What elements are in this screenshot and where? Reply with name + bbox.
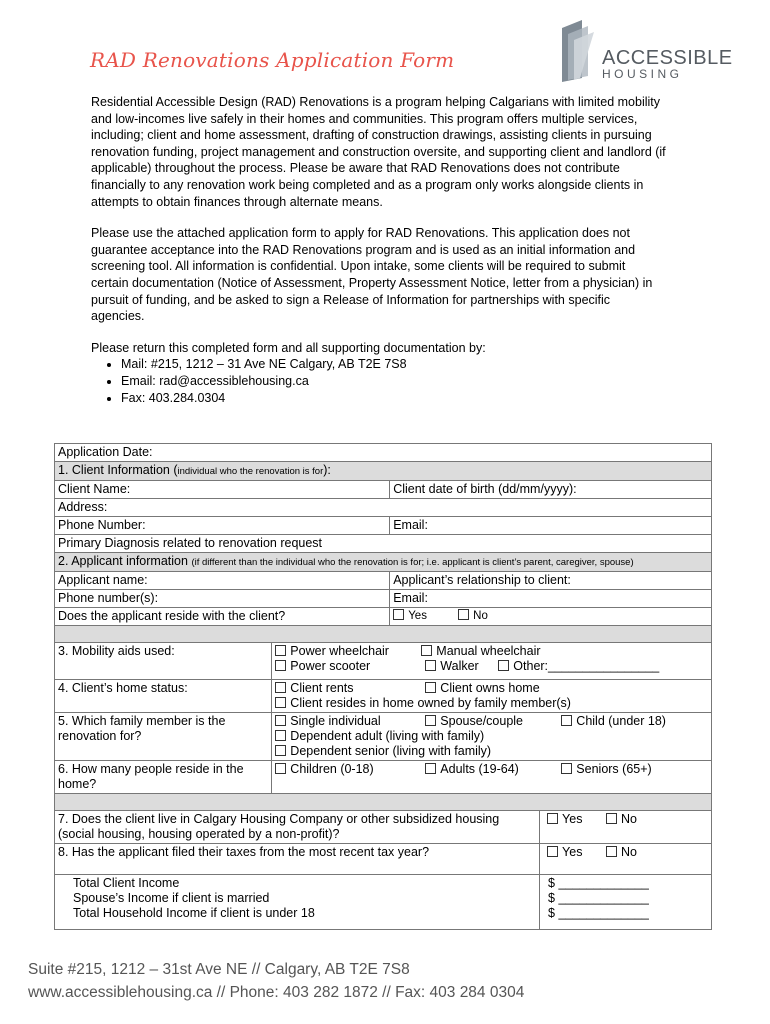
return-method-fax: • Fax: 403.284.0304 bbox=[121, 390, 666, 407]
q7-yes-label: Yes bbox=[562, 812, 583, 826]
seniors-label: Seniors (65+) bbox=[576, 762, 652, 776]
phone-number-field[interactable]: Phone Number: bbox=[55, 517, 390, 535]
intro-paragraph-3: Please return this completed form and all supporting documentation by: bbox=[91, 340, 486, 355]
power-wheelchair-label: Power wheelchair bbox=[290, 644, 389, 658]
q7-no-checkbox[interactable] bbox=[606, 813, 617, 824]
intro-paragraph-1: Residential Accessible Design (RAD) Renovations is a program helping Calgarians with limited mobility and low-incomes live safely in their homes and communities. This program offers multiple services, including; client and home assessment, drafting of construction drawings, assisting clients in pursuing renovation funding, project management and construction oversite, and supporting client and landlord (if applicable) throughout the process. Please be aware that RAD Renovations does not contribute financially to any renovation work being completed and as a program only works alongside clients in attempts to obtain finances through alternate means. bbox=[91, 95, 666, 209]
family-owned-checkbox[interactable] bbox=[275, 697, 286, 708]
applicant-name-field[interactable]: Applicant name: bbox=[55, 572, 390, 590]
single-individual-checkbox[interactable] bbox=[275, 715, 286, 726]
walker-checkbox[interactable] bbox=[425, 660, 436, 671]
family-owned-label: Client resides in home owned by family member(s) bbox=[290, 696, 571, 710]
section-2-note: (if different than the individual who the renovation is for; i.e. applicant is client’s parent, caregiver, spouse) bbox=[191, 557, 634, 568]
child-checkbox[interactable] bbox=[561, 715, 572, 726]
q8-options bbox=[540, 844, 712, 875]
primary-diagnosis-field[interactable]: Primary Diagnosis related to renovation request bbox=[55, 535, 712, 553]
total-client-income-label: Total Client Income bbox=[73, 876, 180, 890]
client-rents-label: Client rents bbox=[290, 681, 354, 695]
applicant-phone-field[interactable]: Phone number(s): bbox=[55, 590, 390, 608]
client-owns-checkbox[interactable] bbox=[425, 682, 436, 693]
single-individual-label: Single individual bbox=[290, 714, 381, 728]
household-income-input[interactable]: $ _____________ bbox=[548, 906, 649, 920]
dependent-adult-label: Dependent adult (living with family) bbox=[290, 729, 485, 743]
reside-no-checkbox[interactable] bbox=[458, 609, 469, 620]
section-1-close: ): bbox=[323, 463, 331, 477]
dependent-senior-checkbox[interactable] bbox=[275, 745, 286, 756]
children-label: Children (0-18) bbox=[290, 762, 374, 776]
q7-options bbox=[540, 811, 712, 844]
q5-label: 5. Which family member is the renovation for? bbox=[55, 713, 272, 761]
application-form-table bbox=[54, 443, 712, 930]
section-1-note: individual who the renovation is for bbox=[177, 466, 324, 477]
q4-label: 4. Client’s home status: bbox=[55, 680, 272, 713]
client-owns-label: Client owns home bbox=[440, 681, 540, 695]
q3-options bbox=[272, 643, 712, 680]
reside-yes-label: Yes bbox=[408, 610, 427, 622]
applicant-email-field[interactable]: Email: bbox=[390, 590, 712, 608]
other-mobility-label[interactable]: Other:________________ bbox=[513, 659, 660, 673]
dependent-adult-checkbox[interactable] bbox=[275, 730, 286, 741]
power-scooter-checkbox[interactable] bbox=[275, 660, 286, 671]
footer-address: Suite #215, 1212 – 31st Ave NE // Calgary, AB T2E 7S8 bbox=[28, 961, 410, 978]
section-1-header bbox=[55, 462, 712, 481]
footer-contact: www.accessiblehousing.ca // Phone: 403 282 1872 // Fax: 403 284 0304 bbox=[28, 984, 525, 1001]
q5-options bbox=[272, 713, 712, 761]
logo-text-housing: HOUSING bbox=[602, 67, 683, 81]
spouse-couple-label: Spouse/couple bbox=[440, 714, 523, 728]
manual-wheelchair-label: Manual wheelchair bbox=[436, 644, 541, 658]
client-name-field[interactable]: Client Name: bbox=[55, 481, 390, 499]
q8-yes-label: Yes bbox=[562, 845, 583, 859]
q6-options bbox=[272, 761, 712, 794]
page-title: RAD Renovations Application Form bbox=[90, 48, 455, 72]
children-checkbox[interactable] bbox=[275, 763, 286, 774]
household-income-label: Total Household Income if client is under 18 bbox=[73, 906, 315, 920]
q8-label: 8. Has the applicant filed their taxes from the most recent tax year? bbox=[55, 844, 540, 875]
section-divider bbox=[55, 626, 712, 643]
intro-paragraph-2: Please use the attached application form to apply for RAD Renovations. This application does not guarantee acceptance into the RAD Renovations program and is used as an initial information and screening tool. All information is confidential. Upon intake, some clients will be required to submit certain documentation (Notice of Assessment, Property Assessment Notice, letter from a physician) in pursuit of funding, and be asked to sign a Release of Information for partnerships with specific agencies. bbox=[91, 226, 653, 324]
return-method-mail: • Mail: #215, 1212 – 31 Ave NE Calgary, AB T2E 7S8 bbox=[121, 356, 666, 373]
section-divider-2 bbox=[55, 794, 712, 811]
applicant-relationship-field[interactable]: Applicant’s relationship to client: bbox=[390, 572, 712, 590]
section-2-header bbox=[55, 553, 712, 572]
q8-yes-checkbox[interactable] bbox=[547, 846, 558, 857]
application-date-field[interactable]: Application Date: bbox=[55, 444, 712, 462]
power-wheelchair-checkbox[interactable] bbox=[275, 645, 286, 656]
reside-no-label: No bbox=[473, 610, 488, 622]
return-method-email: • Email: rad@accessiblehousing.ca bbox=[121, 373, 666, 390]
q8-no-label: No bbox=[620, 845, 637, 859]
q3-label: 3. Mobility aids used: bbox=[55, 643, 272, 680]
q4-options bbox=[272, 680, 712, 713]
email-field[interactable]: Email: bbox=[390, 517, 712, 535]
power-scooter-label: Power scooter bbox=[290, 659, 371, 673]
q8-no-checkbox[interactable] bbox=[606, 846, 617, 857]
income-labels bbox=[55, 875, 540, 930]
spouse-income-input[interactable]: $ _____________ bbox=[548, 891, 649, 905]
adults-checkbox[interactable] bbox=[425, 763, 436, 774]
q7-yes-checkbox[interactable] bbox=[547, 813, 558, 824]
reside-question: Does the applicant reside with the client? bbox=[55, 608, 390, 626]
spouse-income-label: Spouse’s Income if client is married bbox=[73, 891, 270, 905]
section-1-title: 1. Client Information ( bbox=[58, 463, 178, 477]
intro-section bbox=[91, 94, 666, 406]
reside-yes-checkbox[interactable] bbox=[393, 609, 404, 620]
client-income-input[interactable]: $ _____________ bbox=[548, 876, 649, 890]
manual-wheelchair-checkbox[interactable] bbox=[421, 645, 432, 656]
dependent-senior-label: Dependent senior (living with family) bbox=[290, 744, 492, 758]
q7-label: 7. Does the client live in Calgary Housing Company or other subsidized housing (social housing, housing operated by a non-profit)? bbox=[55, 811, 540, 844]
q6-label: 6. How many people reside in the home? bbox=[55, 761, 272, 794]
client-rents-checkbox[interactable] bbox=[275, 682, 286, 693]
q7-no-label: No bbox=[620, 812, 637, 826]
logo-text-accessible: ACCESSIBLE bbox=[602, 47, 733, 69]
walker-label: Walker bbox=[440, 659, 479, 673]
child-label: Child (under 18) bbox=[576, 714, 666, 728]
client-dob-field[interactable]: Client date of birth (dd/mm/yyyy): bbox=[390, 481, 712, 499]
seniors-checkbox[interactable] bbox=[561, 763, 572, 774]
adults-label: Adults (19-64) bbox=[440, 762, 519, 776]
spouse-couple-checkbox[interactable] bbox=[425, 715, 436, 726]
return-methods-list bbox=[91, 356, 666, 406]
reside-options bbox=[390, 608, 712, 626]
section-2-title: 2. Applicant information bbox=[58, 554, 188, 568]
other-mobility-checkbox[interactable] bbox=[498, 660, 509, 671]
income-fields bbox=[540, 875, 712, 930]
address-field[interactable]: Address: bbox=[55, 499, 712, 517]
